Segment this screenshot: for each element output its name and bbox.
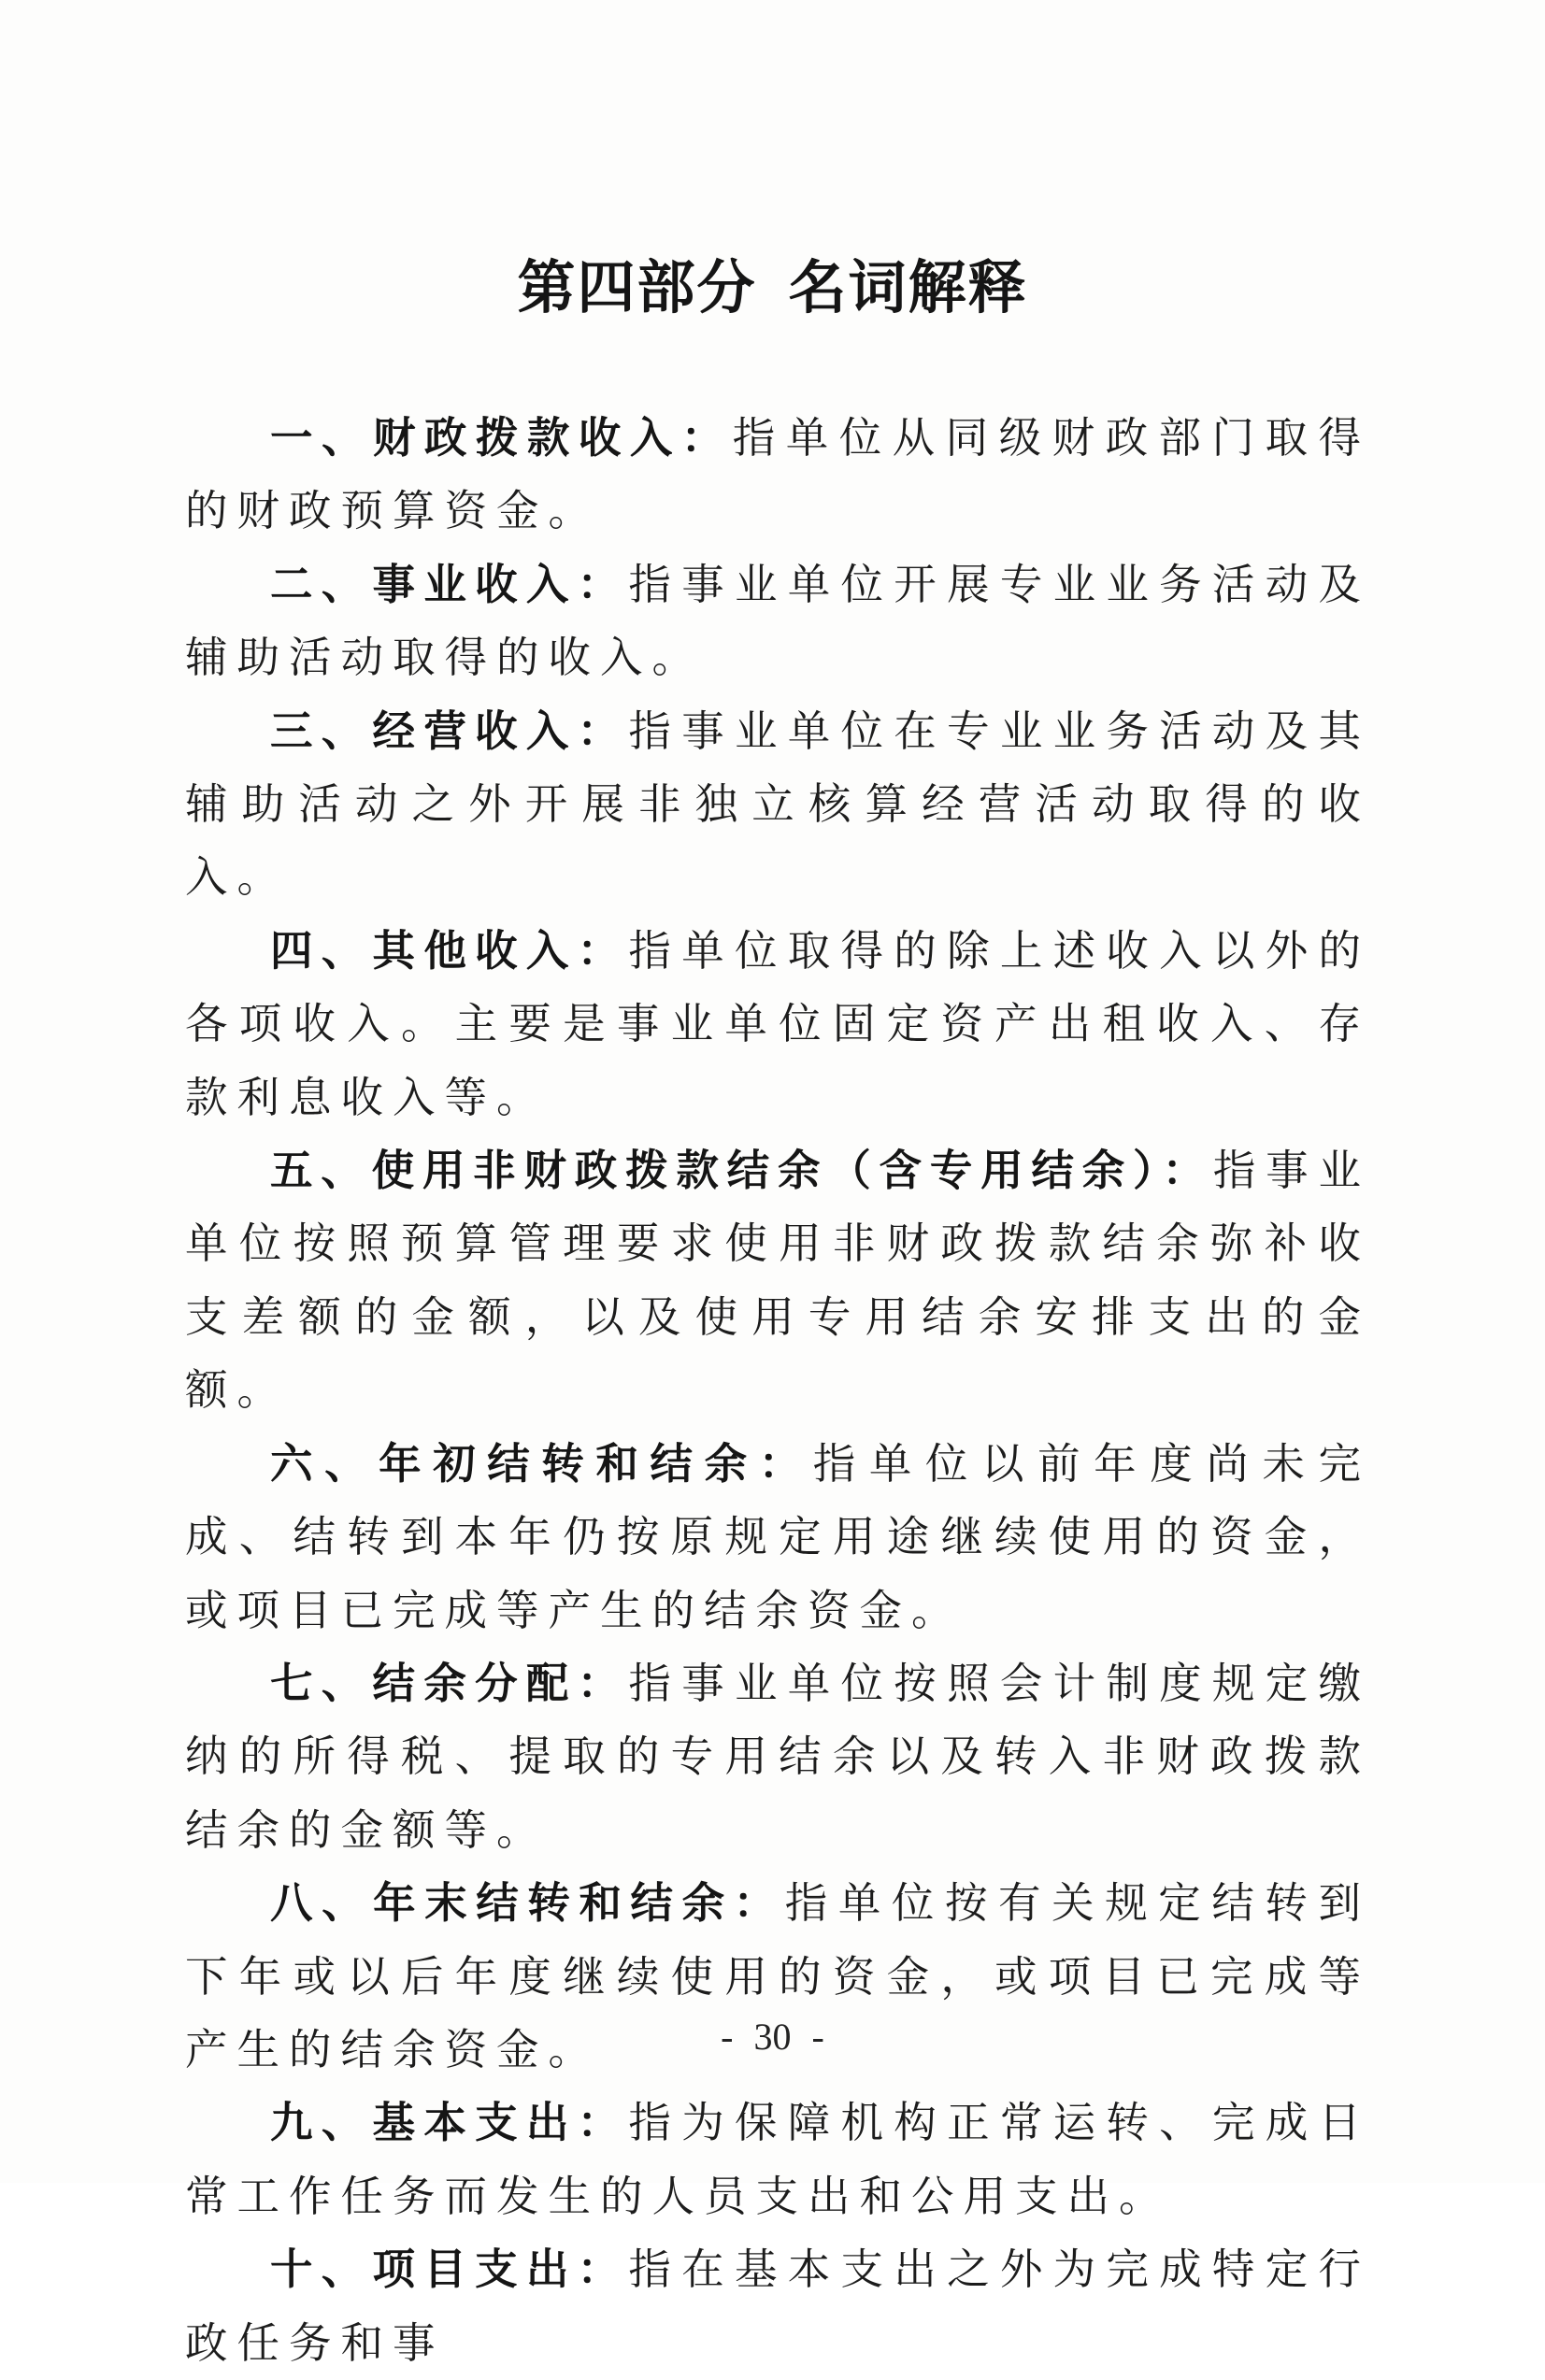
- definition-paragraph: [185, 2233, 1370, 2380]
- definition-paragraph: [185, 2087, 1370, 2233]
- definition-text: 指单位按有关规定结转到下年或以后年度继续使用的资金，或项目已完成等产生的结余资金。: [185, 1878, 1370, 2074]
- definition-term: 八、年末结转和结余：: [270, 1878, 785, 1929]
- definition-term: 二、事业收入：: [270, 559, 629, 609]
- page-dash-left: -: [721, 2016, 734, 2058]
- title-name: 名词解释: [788, 253, 1028, 321]
- definitions-list: [185, 402, 1370, 2380]
- definition-text: 指单位以前年度尚未完成、结转到本年仍按原规定用途继续使用的资金，或项目已完成等产生的结余资金。: [185, 1438, 1370, 1635]
- definition-text: 指单位取得的除上述收入以外的各项收入。主要是事业单位固定资产出租收入、存款利息收入等。: [185, 925, 1370, 1122]
- definition-paragraph: [185, 915, 1370, 1134]
- definition-text: 指事业单位开展专业业务活动及辅助活动取得的收入。: [185, 559, 1370, 683]
- definition-term: 十、项目支出：: [270, 2245, 629, 2295]
- definition-text: 指事业单位按照会计制度规定缴纳的所得税、提取的专用结余以及转入非财政拨款结余的金额等。: [185, 1658, 1370, 1855]
- page-title: [0, 250, 1545, 325]
- definition-term: 九、基本支出：: [270, 2098, 629, 2148]
- definition-text: 指单位从同级财政部门取得的财政预算资金。: [185, 413, 1370, 536]
- definition-term: 一、财政拨款收入：: [270, 413, 733, 463]
- definition-text: 指事业单位在专业业务活动及其辅助活动之外开展非独立核算经营活动取得的收入。: [185, 705, 1370, 903]
- definition-text: 指为保障机构正常运转、完成日常工作任务而发生的人员支出和公用支出。: [185, 2098, 1370, 2221]
- title-part: 第四部分: [517, 253, 757, 321]
- definition-text: 指事业单位按照预算管理要求使用非财政拨款结余弥补收支差额的金额，以及使用专用结余安排支出的金额。: [185, 1146, 1370, 1416]
- definition-paragraph: [185, 402, 1370, 549]
- definition-term: 六、年初结转和结余：: [270, 1438, 813, 1489]
- definition-term: 五、使用非财政拨款结余（含专用结余）：: [270, 1146, 1213, 1196]
- page-dash-right: -: [811, 2016, 824, 2058]
- page-number: 30: [753, 2016, 792, 2058]
- definition-paragraph: [185, 695, 1370, 915]
- definition-term: 三、经营收入：: [270, 705, 629, 756]
- definition-term: 七、结余分配：: [270, 1658, 629, 1708]
- definition-paragraph: [185, 1647, 1370, 1867]
- definition-text: 指在基本支出之外为完成特定行政任务和事: [185, 2245, 1370, 2368]
- definition-paragraph: [185, 1134, 1370, 1428]
- definition-paragraph: [185, 549, 1370, 695]
- definition-paragraph: [185, 1428, 1370, 1647]
- page-number-footer: [0, 2014, 1545, 2060]
- definition-term: 四、其他收入：: [270, 925, 629, 976]
